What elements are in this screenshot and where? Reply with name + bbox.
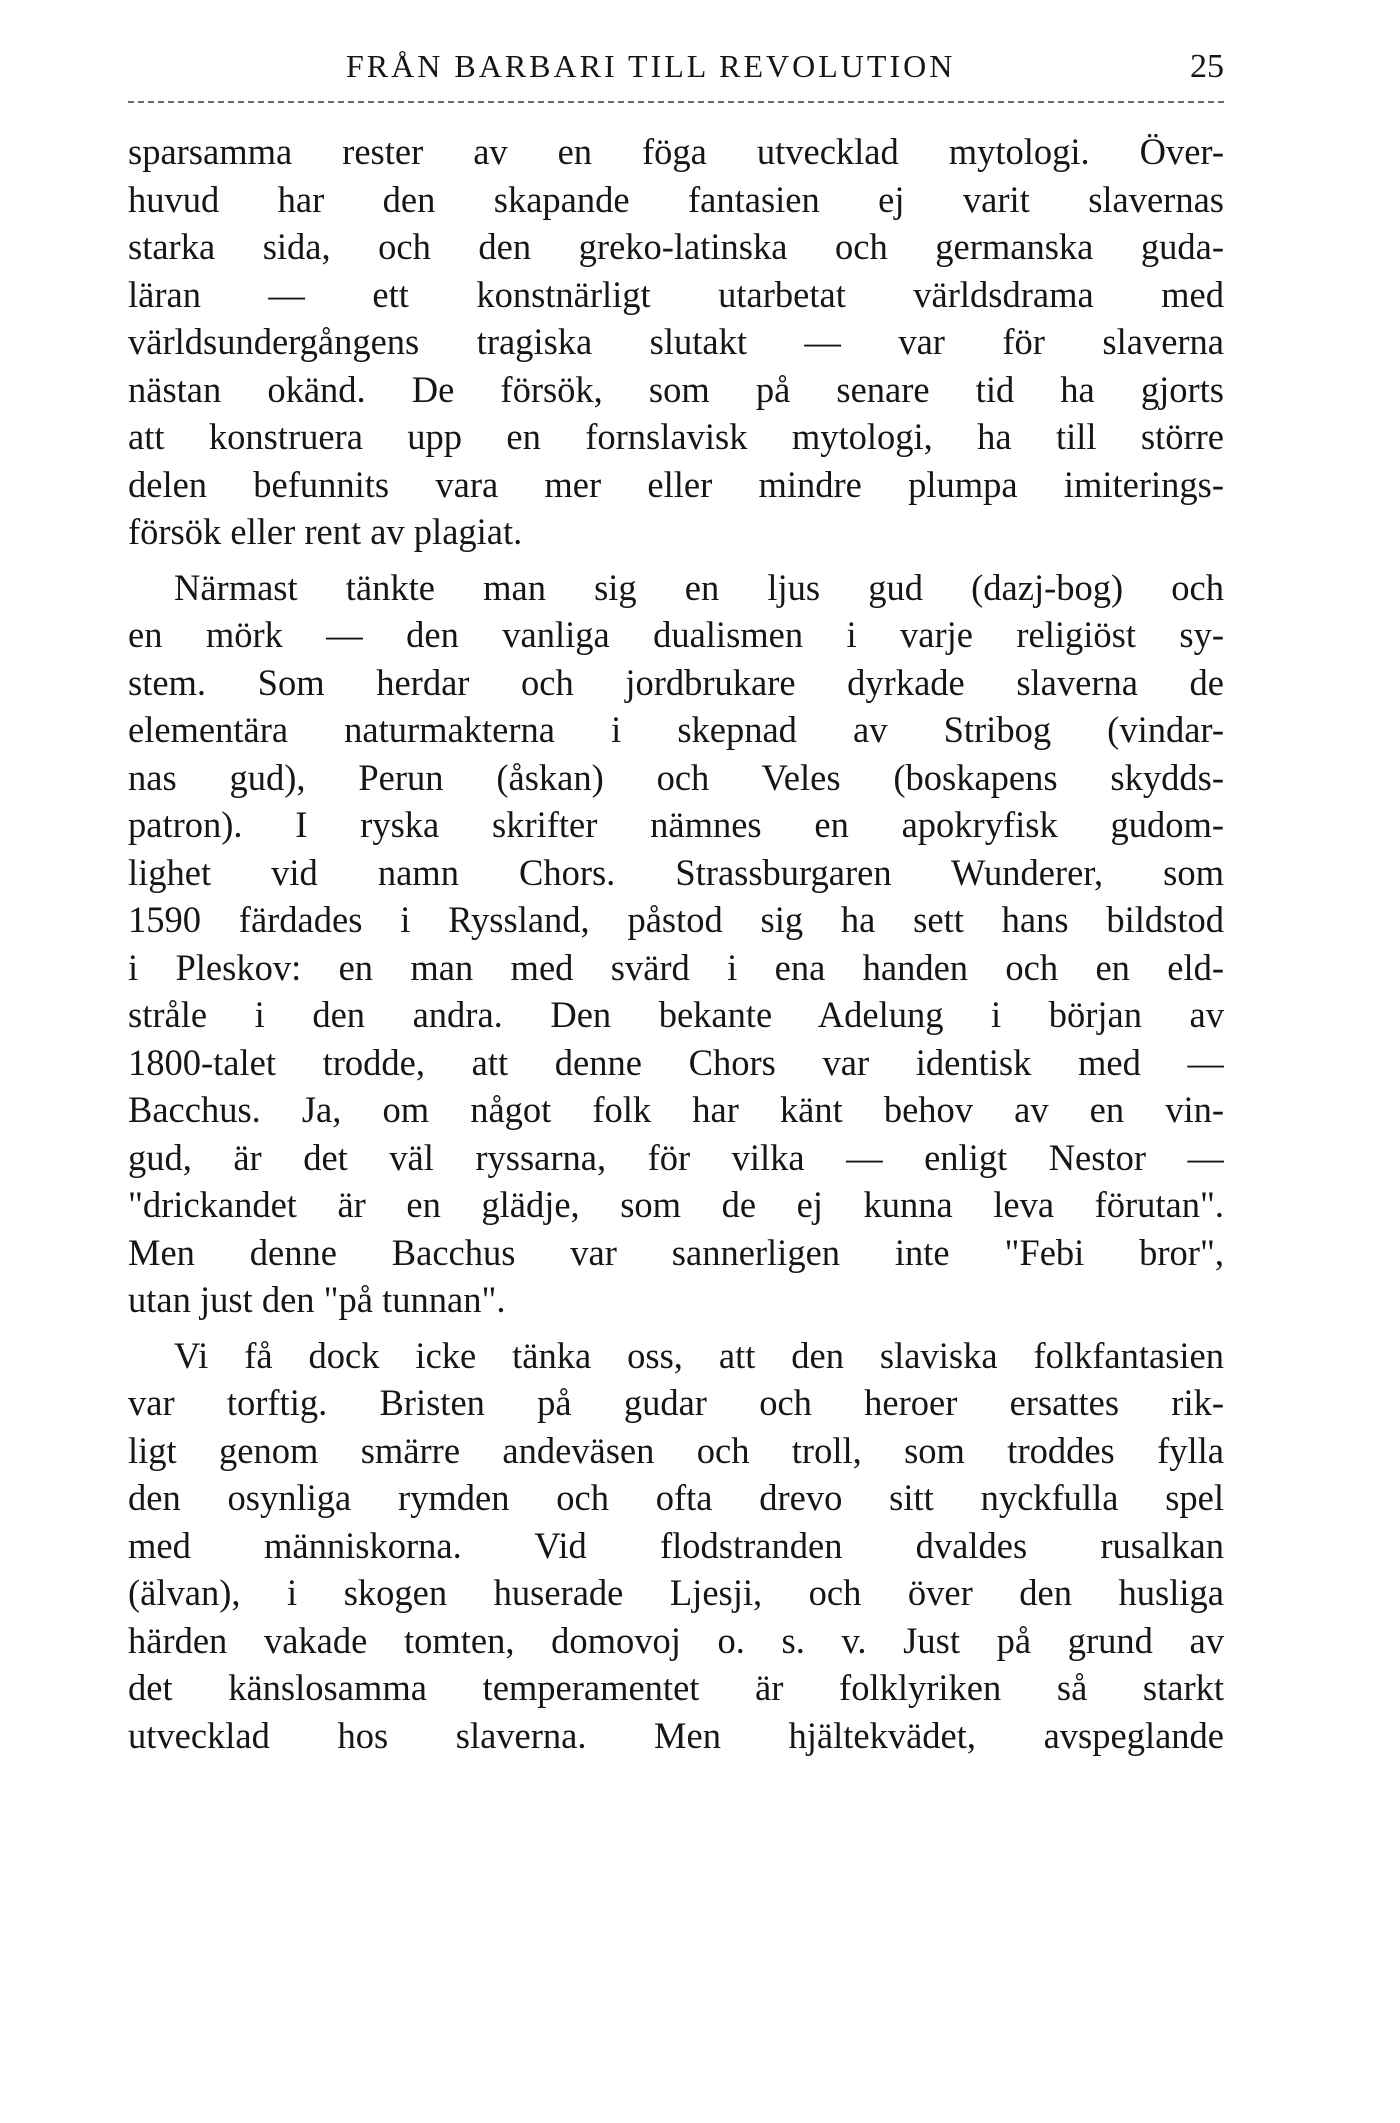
paragraph-3 [128, 1332, 1224, 1760]
text-line: lighet vid namn Chors. Strassburgaren Wunderer, som [128, 851, 1224, 893]
text-line: Närmast tänkte man sig en ljus gud (dazj-bog) och [174, 566, 1224, 608]
text-line: att konstruera upp en fornslavisk mytologi, ha till större [128, 416, 1224, 457]
text-line: sparsamma rester av en föga utvecklad mytologi. Över- [128, 131, 1224, 172]
text-line: "drickandet är en glädje, som de ej kunna leva förutan". [128, 1184, 1224, 1225]
text-line: ligt genom smärre andeväsen och troll, som troddes fylla [128, 1429, 1224, 1471]
paragraph-gap [128, 1324, 1224, 1332]
header-rule [128, 101, 1224, 103]
text-line: gud, är det väl ryssarna, för vilka — enligt Nestor — [128, 1136, 1224, 1178]
text-line: utvecklad hos slaverna. Men hjältekvädet, avspeglande [128, 1714, 1224, 1756]
text-line: nas gud), Perun (åskan) och Veles (boskapens skydds- [128, 756, 1224, 798]
page-number: 25 [1190, 48, 1224, 85]
paragraph-1 [128, 128, 1224, 556]
text-line: nästan okänd. De försök, som på senare tid ha gjorts [128, 368, 1224, 410]
text-line: världsundergångens tragiska slutakt — var för slaverna [128, 321, 1224, 362]
text-line: härden vakade tomten, domovoj o. s. v. Just på grund av [128, 1619, 1224, 1661]
text-line: huvud har den skapande fantasien ej varit slavernas [128, 178, 1224, 220]
text-line: var torftig. Bristen på gudar och heroer ersattes rik- [128, 1382, 1224, 1423]
text-line: försök eller rent av plagiat. [128, 511, 523, 552]
text-line: med människorna. Vid flodstranden dvaldes rusalkan [128, 1524, 1224, 1566]
text-line: i Pleskov: en man med svärd i ena handen och en eld- [128, 946, 1224, 988]
text-line: elementära naturmakterna i skepnad av Stribog (vindar- [128, 709, 1224, 750]
text-line: läran — ett konstnärligt utarbetat världsdrama med [128, 273, 1224, 315]
text-line: Vi få dock icke tänka oss, att den slaviska folkfantasien [174, 1334, 1224, 1376]
text-line: 1590 färdades i Ryssland, påstod sig ha sett hans bildstod [128, 899, 1224, 940]
running-title: FRÅN BARBARI TILL REVOLUTION [346, 48, 956, 84]
text-line: delen befunnits vara mer eller mindre plumpa imiterings- [128, 463, 1224, 505]
paragraph-2 [128, 564, 1224, 1324]
page-header [128, 48, 1224, 108]
text-line: stråle i den andra. Den bekante Adelung i början av [128, 994, 1224, 1035]
text-line: Bacchus. Ja, om något folk har känt behov av en vin- [128, 1089, 1224, 1130]
text-line: det känslosamma temperamentet är folklyriken så starkt [128, 1667, 1224, 1708]
text-line: Men denne Bacchus var sannerligen inte "Febi bror", [128, 1231, 1224, 1273]
text-line: patron). I ryska skrifter nämnes en apokryfisk gudom- [128, 804, 1224, 845]
body-text [128, 128, 1224, 1759]
text-line: stem. Som herdar och jordbrukare dyrkade slaverna de [128, 661, 1224, 703]
text-line: 1800-talet trodde, att denne Chors var identisk med — [128, 1041, 1224, 1083]
text-line: den osynliga rymden och ofta drevo sitt nyckfulla spel [128, 1477, 1224, 1518]
text-line: (älvan), i skogen huserade Ljesji, och över den husliga [128, 1572, 1224, 1613]
text-line: utan just den "på tunnan". [128, 1279, 506, 1320]
text-line: starka sida, och den greko-latinska och germanska guda- [128, 226, 1224, 267]
text-line: en mörk — den vanliga dualismen i varje religiöst sy- [128, 614, 1224, 655]
paragraph-gap [128, 556, 1224, 564]
